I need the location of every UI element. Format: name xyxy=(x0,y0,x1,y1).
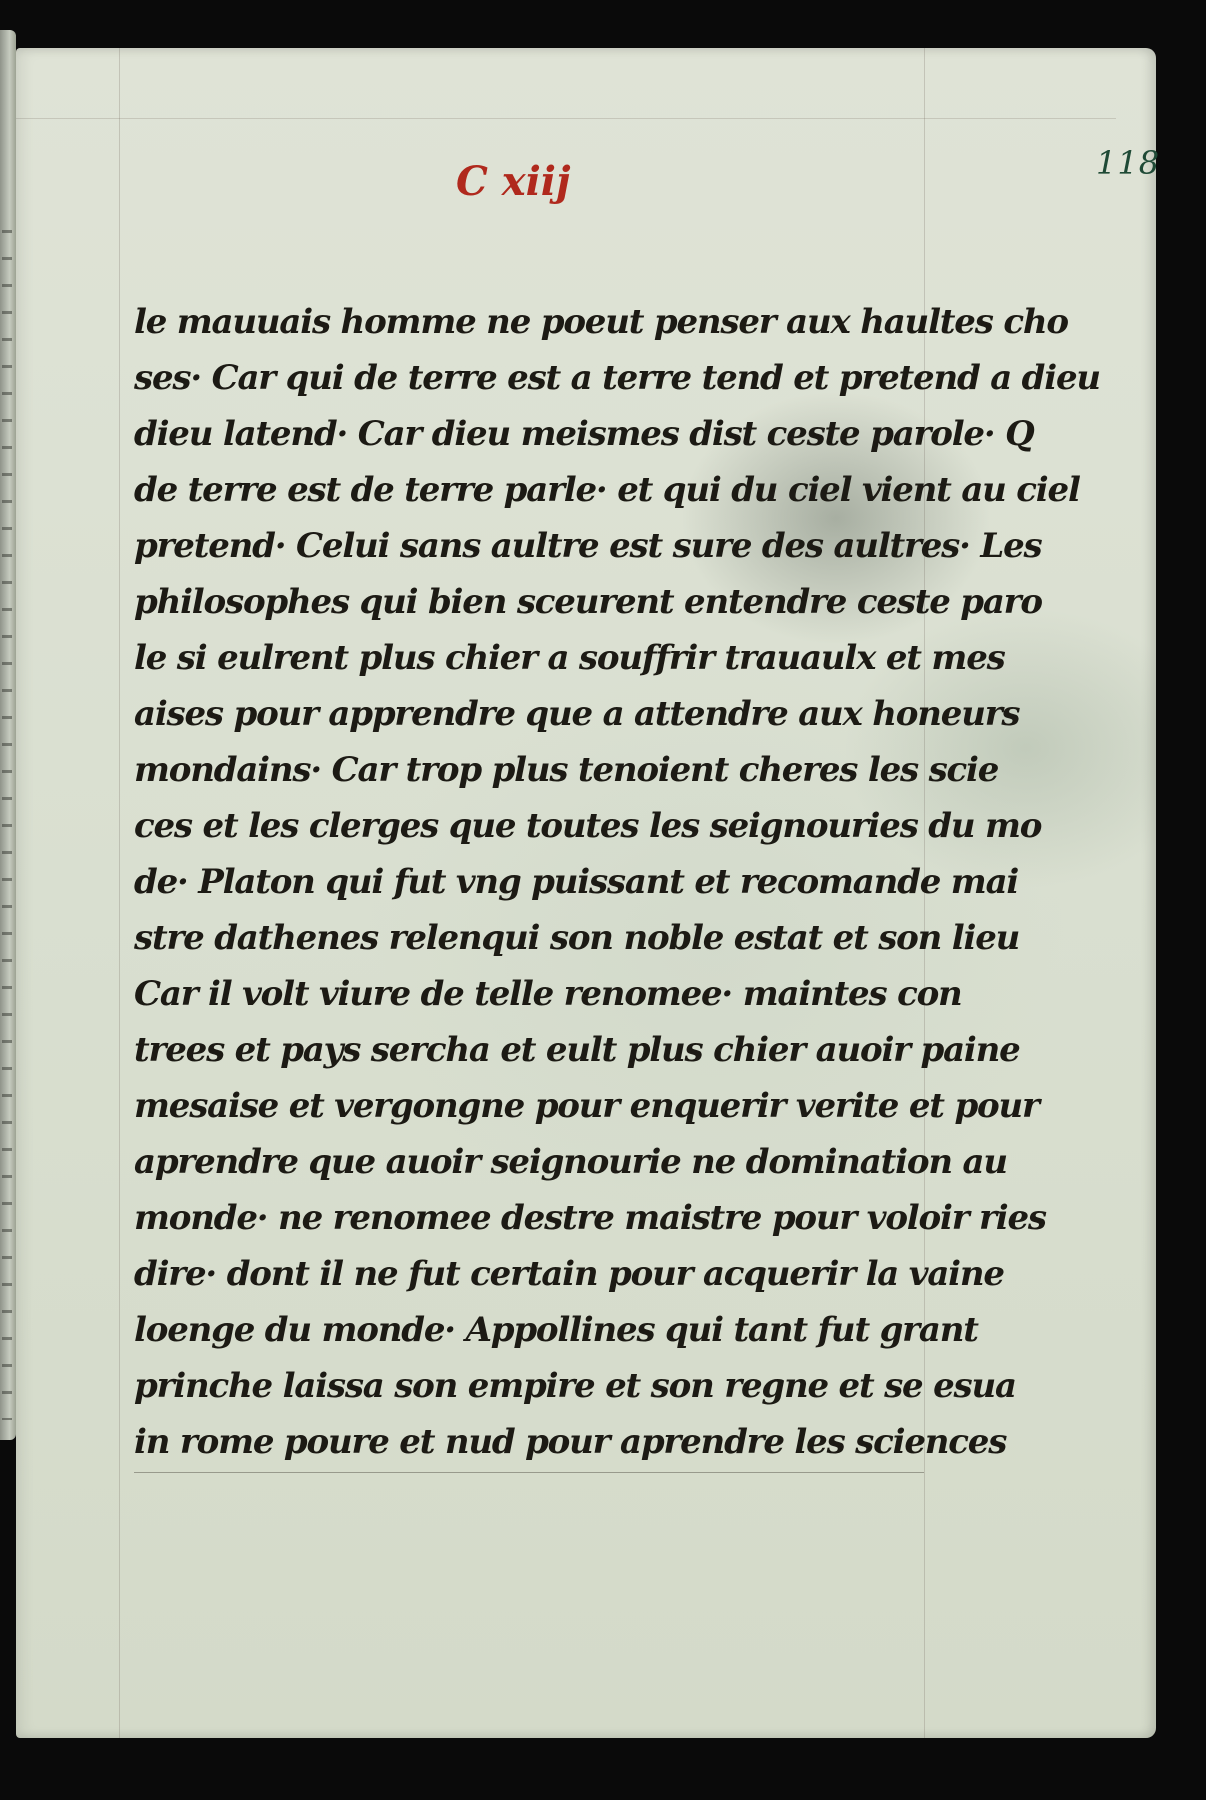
text-line: dire· dont il ne fut certain pour acquerir la vaine xyxy=(134,1254,1004,1294)
text-line: in rome poure et nud pour aprendre les sciences xyxy=(134,1422,1007,1462)
facing-page-text-trace xyxy=(2,230,12,1420)
bottom-ruling-line xyxy=(134,1472,924,1473)
text-line: trees et pays sercha et eult plus chier auoir paine xyxy=(134,1030,1020,1070)
text-line: aprendre que auoir seignourie ne domination au xyxy=(134,1142,1007,1182)
text-line: le si eulrent plus chier a souffrir trauaulx et mes xyxy=(134,638,1005,678)
left-ruling-line xyxy=(119,48,120,1738)
text-line: le mauuais homme ne poeut penser aux haultes cho xyxy=(134,302,1068,342)
top-ruling-line xyxy=(16,118,1116,119)
text-line: mondains· Car trop plus tenoient cheres les scie xyxy=(134,750,999,790)
text-line: de· Platon qui fut vng puissant et recomande mai xyxy=(134,862,1019,902)
text-line: stre dathenes relenqui son noble estat et son lieu xyxy=(134,918,1020,958)
text-line: aises pour apprendre que a attendre aux honeurs xyxy=(134,694,1020,734)
text-line: loenge du monde· Appollines qui tant fut grant xyxy=(134,1310,978,1350)
text-line: de terre est de terre parle· et qui du ciel vient au ciel xyxy=(134,470,1080,510)
text-line: ses· Car qui de terre est a terre tend et pretend a dieu xyxy=(134,358,1100,398)
manuscript-leaf xyxy=(16,48,1161,1738)
text-line: dieu latend· Car dieu meismes dist ceste parole· Q xyxy=(134,414,1034,454)
text-line: prinche laissa son empire et son regne et se esua xyxy=(134,1366,1016,1406)
folio-number: 118 xyxy=(1096,144,1161,182)
text-block xyxy=(134,294,1100,1470)
text-line: Car il volt viure de telle renomee· maintes con xyxy=(134,974,962,1014)
text-line: ces et les clerges que toutes les seignouries du mo xyxy=(134,806,1042,846)
text-line: pretend· Celui sans aultre est sure des aultres· Les xyxy=(134,526,1042,566)
text-line: philosophes qui bien sceurent entendre ceste paro xyxy=(134,582,1042,622)
facing-page-edge xyxy=(0,30,16,1440)
text-line: monde· ne renomee destre maistre pour voloir ries xyxy=(134,1198,1046,1238)
chapter-heading: C xiij xyxy=(456,158,571,205)
text-line: mesaise et vergongne pour enquerir verite et pour xyxy=(134,1086,1039,1126)
